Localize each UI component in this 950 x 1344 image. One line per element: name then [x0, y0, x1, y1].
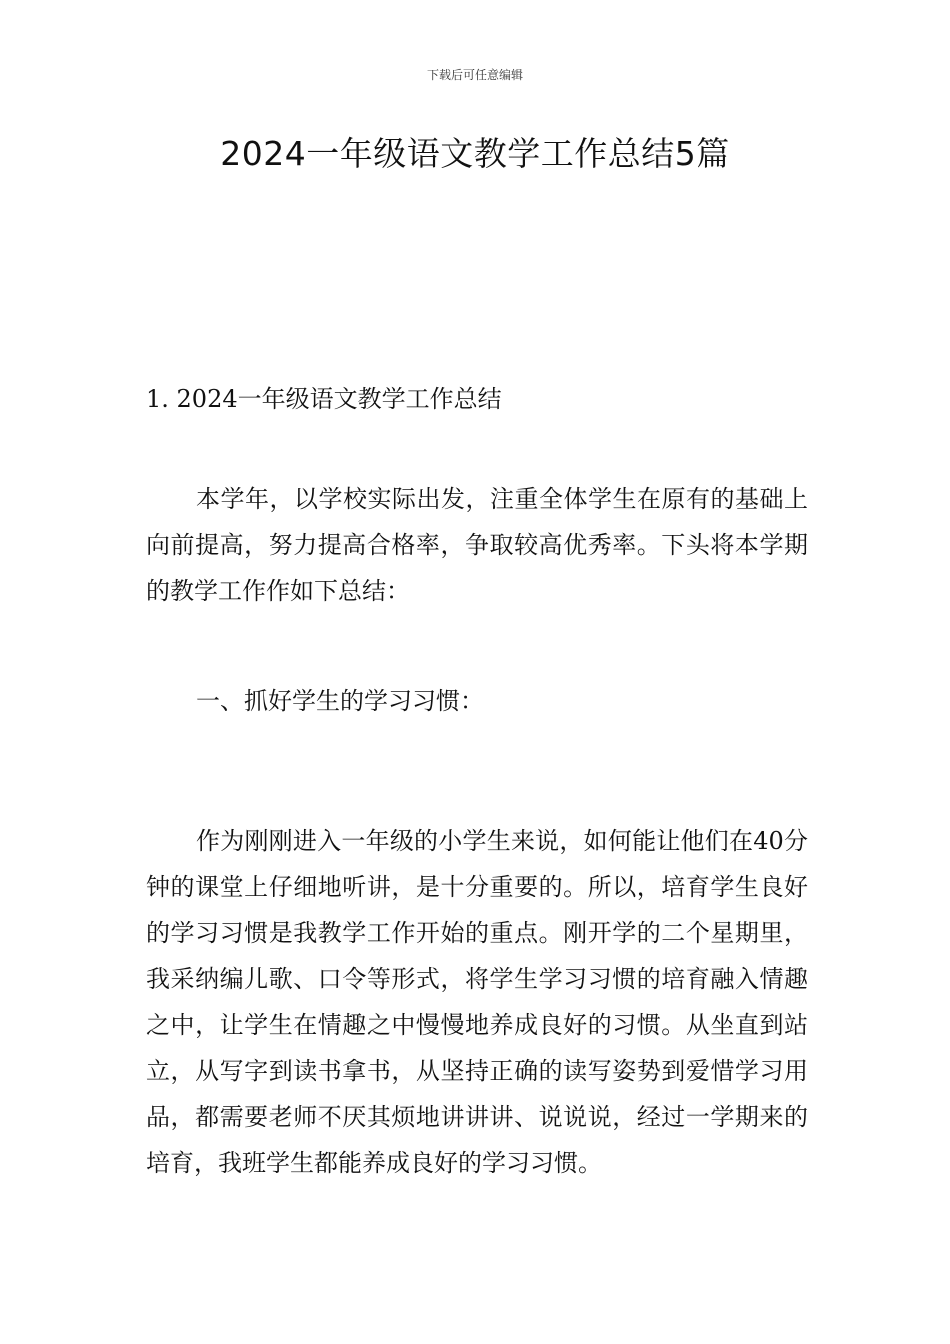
- document-title: 2024一年级语文教学工作总结5篇: [220, 134, 730, 173]
- paragraph-intro: 本学年，以学校实际出发，注重全体学生在原有的基础上向前提高，努力提高合格率，争取较高优秀率。下头将本学期的教学工作作如下总结：: [146, 485, 808, 605]
- paragraph-habits: 作为刚刚进入一年级的小学生来说，如何能让他们在40分钟的课堂上仔细地听讲，是十分重要的。所以，培育学生良好的学习习惯是我教学工作开始的重点。刚开学的二个星期里，我采纳编儿歌、口令等形式，将学生学习习惯的培育融入情趣之中，让学生在情趣之中慢慢地养成良好的习惯。从坐直到站立，从写字到读书拿书，从坚持正确的读写姿势到爱惜学习用品，都需要老师不厌其烦地讲讲讲、说说说，经过一学期来的培育，我班学生都能养成良好的学习习惯。: [146, 827, 808, 1177]
- section-heading: 1. 2024一年级语文教学工作总结: [146, 385, 502, 413]
- paragraph-subheading: 一、抓好学生的学习习惯：: [196, 687, 484, 715]
- header-note: 下载后可任意编辑: [426, 68, 523, 82]
